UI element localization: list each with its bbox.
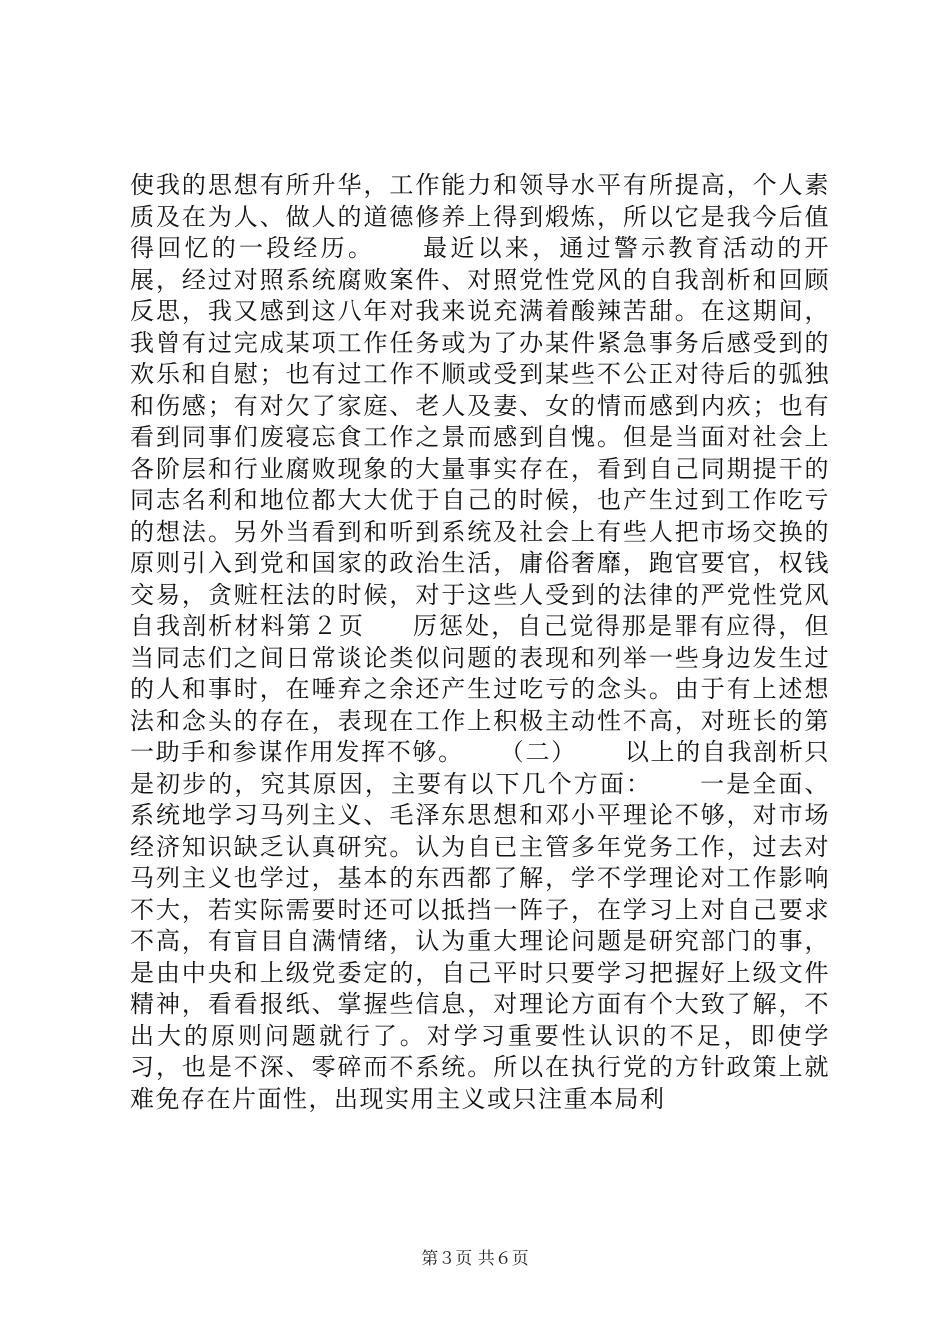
text-line: 个大致了解，不出大的原则问题就行了。对学习重要性认识的	[130, 990, 831, 1050]
page-footer: 第３页 共６页	[421, 1249, 529, 1269]
text-line: 最近以来，通过警示教育活动的开展，经过对照系统腐败	[130, 234, 831, 294]
text-line: 质及在为人、做人的道德修养上得到煅炼，所以它是我今后值	[130, 202, 830, 231]
text-line: 论类似问题的表现和列举一些身边发生过的人和事时，在唾弃	[130, 643, 831, 703]
text-line: 挥不够。	[361, 738, 464, 766]
text-line: 之余还产生过吃亏的念头。由于有上述想法和念头的存在，表	[130, 675, 831, 735]
text-line: 理论对工作影响不大，若实际需要时还可以抵挡一阵子，在学	[130, 864, 831, 924]
text-line: 之景而感到自愧。但是当面对社会上各阶层和行业腐败现象的	[130, 423, 831, 483]
text-line: 对我来说充满着酸辣苦甜。在这期间，我曾有过完成某项工作	[130, 297, 831, 357]
text-line: 老人及妻、女的情而感到内疚；也有看到同事们废寝忘食工作	[130, 391, 831, 451]
document-body	[130, 170, 830, 1115]
text-line: 不足，即使学习，也是不深、零碎而不系统。所以在执行党的	[130, 1021, 831, 1081]
text-line: 大量事实存在，看到自己同期提干的同志名利和地位都大大优	[130, 454, 831, 514]
text-line: （二）	[511, 738, 577, 766]
text-line: 使我的思想有所升华，工作能力和领导水平有所提高，个人素	[130, 171, 830, 199]
text-line: 务工作，过去对马列主义也学过，基本的东西都了解，学不学	[130, 832, 831, 892]
text-line: 习上对自己要求不高，有盲目自满情绪，认为重大理论问题是	[130, 895, 831, 955]
text-line: 于自己的时候，也产生过到工作吃亏的想法。另外当看到和听	[130, 486, 831, 546]
text-line: 案件、对照党性党风的自我剖析和回顾反思，我又感到这八年	[130, 265, 831, 325]
text-line: 到系统及社会上有些人把市场交换的原则引入到党和国家的政	[130, 517, 831, 577]
text-line: 现在工作上积极主动性不高，对班长的第一助手和参谋作用发	[130, 706, 831, 766]
text-line: 方面：	[573, 769, 653, 798]
text-line: 以上的自我剖析只是初步的，究其原因，主要有以下几个	[130, 738, 831, 798]
text-line: 对于这些人受到的法律的严党性党风自我剖析材料第２页	[130, 580, 831, 640]
text-line: 得回忆的一段经历。	[130, 234, 376, 262]
text-line: 一是全面、系统地学习马列主义、毛泽东思想和邓小平理	[130, 769, 831, 829]
text-line: 方针政策上就难免存在片面性，出现实用主义或只注重本局利	[130, 1053, 831, 1113]
text-line: 作不顺或受到某些不公正对待后的弧独和伤感；有对欠了家庭、	[130, 360, 831, 420]
text-line: 厉惩处，自己觉得那是罪有应得，但当同志们之间日常谈	[130, 612, 830, 672]
text-line: 把握好上级文件精神，看看报纸、掌握些信息，对理论方面有	[130, 958, 831, 1018]
text-line: 研究部门的事，是由中央和上级党委定的，自己平时只要学习	[130, 927, 831, 987]
text-line: 论不够，对市场经济知识缺乏认真研究。认为自已主管多年党	[130, 801, 831, 861]
text-line: 治生活，庸俗奢靡，跑官要官，权钱交易，贪赃枉法的时候，	[130, 549, 831, 609]
text-line: 任务或为了办某件紧急事务后感受到的欢乐和自慰；也有过工	[130, 328, 831, 388]
